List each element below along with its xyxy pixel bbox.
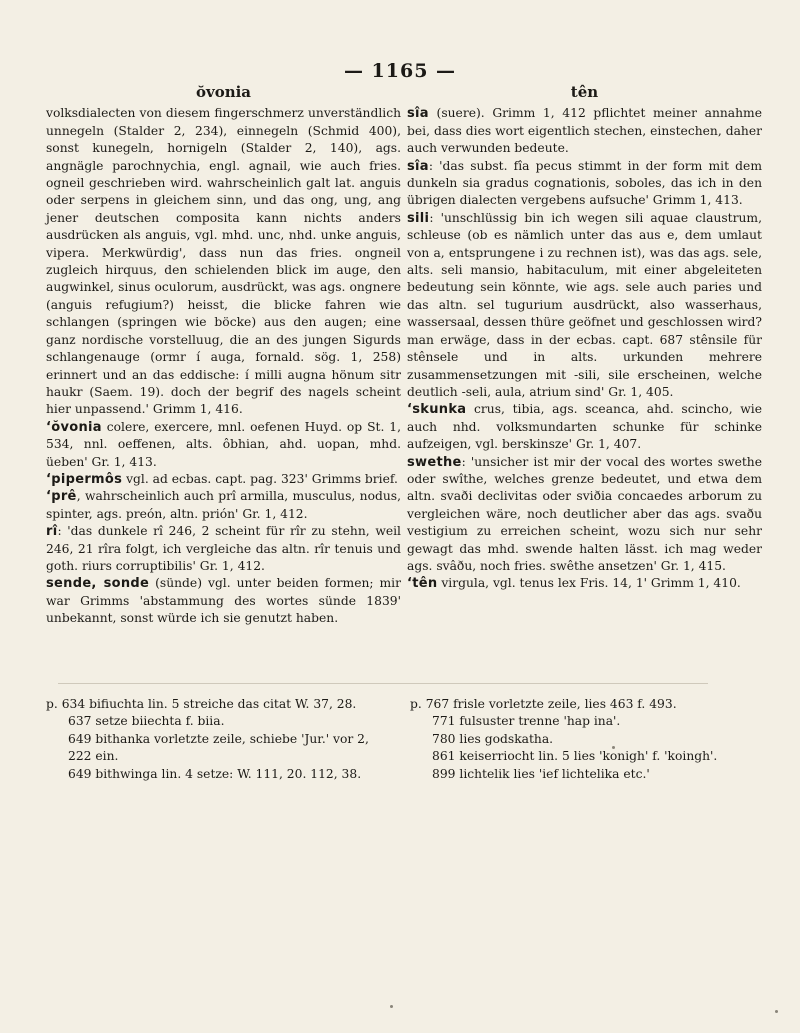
paper-speck <box>390 1005 393 1008</box>
entry-text: : 'unschlüssig bin ich wegen sili aquae claustrum, schleuse (ob es nämlich unter das aus e, dem umlaut von a, entsprungene i zu rechnen ist), was das ags. sele, alts. seli mansio, habitaculum, mit einer abgeleiteten bedeutung sein könnte, wie ags. sele auch paries und das altn. sel tugurium ausdrückt, also wasserhaus, wassersaal, dessen thüre geöfnet und geschlossen wird? man erwäge, dass in der ecbas. capt. 687 stênsile für stênsele und in alts. urkunden mehrere zusammensetzungen mit -sili, sile erscheinen, welche deutlich -seli, aula, atrium sind' Gr. 1, 405. <box>407 210 762 399</box>
entry-lemma: sîa <box>407 158 429 174</box>
entry-text: , wahrscheinlich auch prî armilla, musculus, nodus, spinter, ags. preón, altn. prión' Gr. 1, 412. <box>46 489 401 521</box>
entry-lemma: ‘pipermôs <box>46 471 123 487</box>
entry <box>407 210 762 401</box>
footnote-line: p. 634 bifiuchta lin. 5 streiche das citat W. 37, 28. <box>46 697 357 711</box>
footnote-line: 861 keiserriocht lin. 5 lies 'konigh' f. 'koingh'. <box>432 749 718 764</box>
footnotes-right <box>410 696 760 783</box>
entry-text: (sünde) vgl. unter beiden formen; mir war Grimms 'abstammung des wortes sünde 1839' unbekannt, sonst würde ich sie genutzt haben. <box>46 576 401 626</box>
footnote-line: 771 fulsuster trenne 'hap ina'. <box>432 714 621 729</box>
entry-lemma: sili <box>407 210 430 226</box>
entry-text: : 'das subst. fîa pecus stimmt in der form mit dem dunkeln sia gradus cognationis, soboles, das ich in den übrigen dialecten vergebens aufsuche' Grimm 1, 413. <box>407 158 762 208</box>
entry-lemma: swethe <box>407 454 462 470</box>
entry-text: vgl. ad ecbas. capt. pag. 323' Grimms brief. <box>122 471 398 486</box>
continued-entry-text: volksdialecten von diesem fingerschmerz unverständlich unnegeln (Stalder 2, 234), einnegeln (Schmid 400), sonst kunegeln, hornigeln (Stalder 2, 140), ags. angnägle parochnychia, engl. agnail, wie auch fries. ogneil geschrieben wird. wahrscheinlich galt lat. anguis oder serpens in gleichem sinn, und das ong, ung, ang jener deutschen composita kann nichts anders ausdrücken als anguis, vgl. mhd. unc, nhd. unke anguis, vipera. Merkwürdig', dass nun das fries. ongneil zugleich hirquus, den schielenden blick im auge, den augwinkel, sinus oculorum, ausdrückt, was ags. ongnere (anguis refugium?) heisst, die blicke fahren wie schlangen (springen wie böcke) aus den augen; eine ganz nordische vorstelluug, die an des jungen Sigurds schlangenauge (ormr í auga, fornald. sög. 1, 258) erinnert und an das eddische: í milli augna hönum sitr haukr (Saem. 19). doch der begrif des nagels scheint hier unpassend.' Grimm 1, 416. <box>46 106 401 417</box>
paper-speck <box>775 1010 778 1013</box>
entry-lemma: ‘skunka <box>407 402 467 418</box>
page-number: — 1165 — <box>343 60 457 82</box>
entry-text: virgula, vgl. tenus lex Fris. 14, 1' Grimm 1, 410. <box>437 576 741 591</box>
entry <box>46 488 401 523</box>
footnote-line: 780 lies godskatha. <box>432 731 554 746</box>
entry-text: : 'unsicher ist mir der vocal des wortes swethe oder swîthe, welches grenze bedeutet, und etwa dem altn. svaði declivitas oder sviðia concaedes arborum zu vergleichen wäre, noch deutlicher aber das ags. svaðu vestigium zu erreichen scheint, wozu sich nur sehr gewagt das mhd. swende halten lässt. ich mag weder ags. svâðu, noch fries. swêthe ansetzen' Gr. 1, 415. <box>407 454 762 573</box>
entry <box>46 471 401 488</box>
entry-lemma: ‘prê <box>46 489 77 505</box>
entry <box>407 575 762 592</box>
entry-lemma: rî <box>46 524 58 540</box>
footnote-line: 222 ein. <box>68 749 119 764</box>
footnotes-left <box>46 696 396 783</box>
column-header-right: tên <box>570 83 599 101</box>
entry <box>407 454 762 576</box>
entry-lemma: ‘tên <box>407 576 438 592</box>
footnote-line: 899 lichtelik lies 'ief lichtelika etc.' <box>432 766 650 781</box>
entry <box>407 158 762 210</box>
footnote-divider <box>58 683 708 684</box>
entry-text: colere, exercere, mnl. oefenen Huyd. op St. 1, 534, nnl. oeffenen, alts. ôbhian, ahd. uopan, mhd. üeben' Gr. 1, 413. <box>46 419 401 469</box>
entry-text: crus, tibia, ags. sceanca, ahd. scincho, wie auch nhd. volksmundarten schunke für schinke aufzeigen, vgl. berskinsze' Gr. 1, 407. <box>407 402 762 452</box>
entry <box>407 401 762 453</box>
entry <box>46 419 401 471</box>
entry <box>46 575 401 627</box>
right-column <box>407 84 762 593</box>
entry-lemma: sende, sonde <box>46 576 150 592</box>
entry-text: : 'das dunkele rî 246, 2 scheint für rîr zu stehn, weil 246, 21 rîra folgt, ich vergleiche das altn. rîr tenuis und goth. riurs corruptibilis' Gr. 1, 412. <box>46 524 401 573</box>
entry <box>46 523 401 575</box>
footnote-line: 649 bithanka vorletzte zeile, schiebe 'Jur.' vor 2, <box>68 731 369 746</box>
column-header-left: ŏvonia <box>195 83 252 101</box>
entry-text: (suere). Grimm 1, 412 pflichtet meiner annahme bei, dass dies wort eigentlich stechen, einstechen, daher auch verwunden bedeute. <box>407 106 762 156</box>
entry <box>407 105 762 157</box>
entry-lemma: sîa <box>407 106 429 122</box>
paper-speck <box>612 746 615 749</box>
footnote-line: p. 767 frisle vorletzte zeile, lies 463 f. 493. <box>410 697 677 711</box>
footnote-line: 649 bithwinga lin. 4 setze: W. 111, 20. 112, 38. <box>68 766 362 781</box>
footnote-line: 637 setze biiechta f. biia. <box>68 714 225 729</box>
entry-lemma: ‘ŏvonia <box>46 419 102 435</box>
left-column <box>46 84 401 628</box>
